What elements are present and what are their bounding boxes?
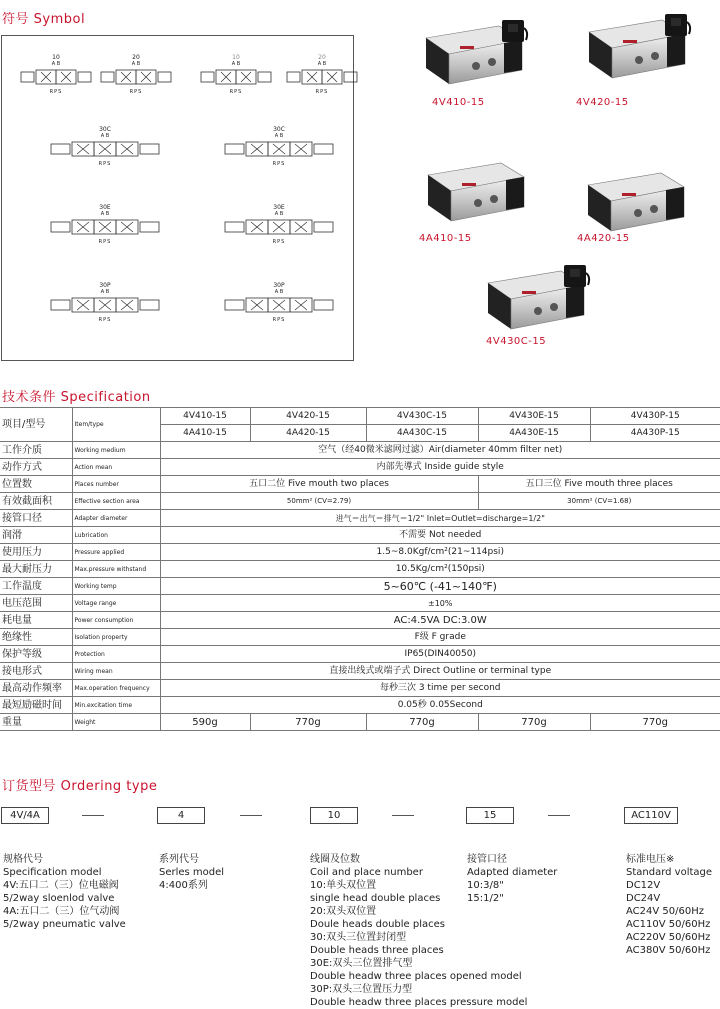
symbol-ports-bottom: RPS (229, 89, 243, 95)
spec-section-title: 技术条件 Specification (2, 390, 151, 405)
valve-symbol-30P (50, 282, 160, 326)
spec-row-weight (0, 714, 720, 731)
product-caption: 4V420-15 (576, 97, 629, 108)
symbol-ports-top: A B (100, 133, 110, 139)
code-separator (240, 815, 262, 816)
spec-label-en: Working temp (72, 578, 160, 595)
spec-row-pressure (0, 544, 720, 561)
model-cell: 4V430P-15 (590, 408, 720, 425)
ordering-line: Coil and place number (310, 867, 423, 878)
symbol-ports-bottom: RPS (272, 161, 286, 167)
spec-row-frequency (0, 680, 720, 697)
spec-row-lubrication (0, 527, 720, 544)
spec-value: 直接出线式或端子式 Direct Outline or terminal type (160, 663, 720, 680)
symbol-ports-bottom: RPS (315, 89, 329, 95)
weight-value: 770g (250, 714, 366, 731)
valve-symbol-graphic (224, 218, 334, 238)
weight-value: 770g (366, 714, 478, 731)
spec-row-max-pressure (0, 561, 720, 578)
code-box-series-type: 4V/4A (1, 807, 49, 824)
symbol-label: 10 (232, 54, 240, 61)
ordering-line: Standard voltage (626, 867, 713, 878)
spec-row-protection (0, 646, 720, 663)
spec-value: ±10% (160, 595, 720, 612)
spec-label-cn: 动作方式 (0, 459, 72, 476)
symbol-ports-bottom: RPS (98, 239, 112, 245)
spec-label-cn: 有效截面积 (0, 493, 72, 510)
spec-label-cn: 最短励磁时间 (0, 697, 72, 714)
valve-symbol-graphic (20, 68, 92, 88)
symbol-label: 20 (318, 54, 326, 61)
symbol-ports-bottom: RPS (49, 89, 63, 95)
spec-value: IP65(DIN40050) (160, 646, 720, 663)
ordering-line: 标准电压※ (626, 854, 675, 865)
code-box-voltage: AC110V (624, 807, 678, 824)
ordering-line: Double headw three places pressure model (310, 997, 528, 1008)
weight-value: 770g (478, 714, 590, 731)
spec-row-excitation (0, 697, 720, 714)
code-separator (82, 815, 104, 816)
valve-symbol-30P-pilot (224, 282, 334, 326)
ordering-line: 5/2way pneumatic valve (3, 919, 126, 930)
ordering-line: 15:1/2" (467, 893, 504, 904)
valve-symbol-graphic (50, 218, 160, 238)
ordering-col-voltage (626, 853, 712, 957)
product-photo-4V430C (466, 263, 591, 339)
symbol-ports-top: A B (231, 61, 241, 67)
spec-label-cn: 使用压力 (0, 544, 72, 561)
ordering-line: Serles model (159, 867, 225, 878)
code-separator (392, 815, 414, 816)
spec-value: 5~60℃ (-41~140℉) (160, 578, 720, 595)
ordering-line: Double headw three places opened model (310, 971, 522, 982)
weight-value: 770g (590, 714, 720, 731)
ordering-section-title: 订货型号 Ordering type (2, 779, 158, 794)
symbol-label: 30C (99, 126, 111, 133)
symbol-ports-top: A B (100, 211, 110, 217)
symbol-ports-bottom: RPS (272, 317, 286, 323)
product-caption: 4A420-15 (577, 233, 630, 244)
spec-value: 进气＝出气＝排气＝1/2" Inlet=Outlet=discharge=1/2" (160, 510, 720, 527)
symbol-ports-top: A B (317, 61, 327, 67)
spec-label-en: Isolation property (72, 629, 160, 646)
spec-label-cn: 保护等级 (0, 646, 72, 663)
ordering-line: AC24V 50/60Hz (626, 906, 704, 917)
valve-symbol-graphic (286, 68, 358, 88)
product-photo-4V410 (404, 18, 529, 94)
spec-label-en: Effective section area (72, 493, 160, 510)
valve-symbol-30E-pilot (224, 204, 334, 248)
spec-label-cn: 最大耐压力 (0, 561, 72, 578)
valve-symbol-10-pilot (200, 54, 272, 98)
ordering-line: DC12V (626, 880, 661, 891)
spec-value: F级 F grade (160, 629, 720, 646)
valve-symbol-graphic (200, 68, 272, 88)
ordering-line: Adapted diameter (467, 867, 558, 878)
product-caption: 4V410-15 (432, 97, 485, 108)
ordering-line: 5/2way sloenlod valve (3, 893, 115, 904)
spec-label-en: Places number (72, 476, 160, 493)
spec-label-en: Action mean (72, 459, 160, 476)
symbol-ports-bottom: RPS (98, 317, 112, 323)
ordering-line: 30:双头三位置封闭型 (310, 932, 407, 943)
spec-label-en: Adapter diameter (72, 510, 160, 527)
ordering-line: 系列代号 (159, 854, 199, 865)
symbol-diagram-box (1, 35, 354, 361)
spec-label-cn: 最高动作频率 (0, 680, 72, 697)
ordering-col-adapter (467, 853, 557, 905)
product-photo-4A410 (406, 155, 531, 231)
symbol-label: 30C (273, 126, 285, 133)
symbol-section-title: 符号 Symbol (2, 12, 86, 27)
symbol-label: 30P (99, 282, 111, 289)
spec-label-en: Power consumption (72, 612, 160, 629)
valve-symbol-30C-pilot (224, 126, 334, 170)
ordering-line: 4A:五口二（三）位气动阀 (3, 906, 120, 917)
symbol-ports-top: A B (274, 211, 284, 217)
spec-label-en: Working medium (72, 442, 160, 459)
spec-label-cn: 润滑 (0, 527, 72, 544)
spec-row-voltage (0, 595, 720, 612)
spec-value: 1.5~8.0Kgf/cm²(21~114psi) (160, 544, 720, 561)
product-photo-4A420 (566, 165, 691, 241)
spec-label-en: Voltage range (72, 595, 160, 612)
ordering-line: 4V:五口二（三）位电磁阀 (3, 880, 119, 891)
spec-label-en: Protection (72, 646, 160, 663)
ordering-line: 30E:双头三位置排气型 (310, 958, 413, 969)
spec-label-en: Max.operation frequency (72, 680, 160, 697)
model-cell: 4A430P-15 (590, 425, 720, 442)
valve-symbol-20 (100, 54, 172, 98)
ordering-line: 线圈及位数 (310, 854, 360, 865)
spec-row-wiring (0, 663, 720, 680)
spec-label-en: Max.pressure withstand (72, 561, 160, 578)
spec-label-en: Pressure applied (72, 544, 160, 561)
item-type-cn: 项目/型号 (0, 408, 72, 442)
spec-value: AC:4.5VA DC:3.0W (160, 612, 720, 629)
ordering-line: AC220V 50/60Hz (626, 932, 711, 943)
valve-symbol-graphic (224, 140, 334, 160)
weight-value: 590g (160, 714, 250, 731)
spec-value: 空气（经40微米滤网过滤）Air(diameter 40mm filter net) (160, 442, 720, 459)
ordering-line: Double heads three places (310, 945, 444, 956)
ordering-line: AC380V 50/60Hz (626, 945, 711, 956)
product-photo-4V420 (567, 12, 692, 88)
ordering-line: Doule heads double places (310, 919, 445, 930)
model-cell: 4A430C-15 (366, 425, 478, 442)
product-caption: 4A410-15 (419, 233, 472, 244)
spec-row-insulation (0, 629, 720, 646)
ordering-col-series (159, 853, 224, 892)
spec-label-en: Weight (72, 714, 160, 731)
spec-value: 30mm² (CV=1.68) (478, 493, 720, 510)
spec-row-area (0, 493, 720, 510)
code-box-coil: 10 (310, 807, 358, 824)
ordering-line: 规格代号 (3, 854, 43, 865)
symbol-ports-top: A B (274, 289, 284, 295)
spec-label-cn: 接电形式 (0, 663, 72, 680)
ordering-col-spec (3, 853, 126, 931)
spec-label-cn: 工作介质 (0, 442, 72, 459)
spec-label-cn: 接管口径 (0, 510, 72, 527)
model-cell: 4A420-15 (250, 425, 366, 442)
spec-row-positions (0, 476, 720, 493)
model-cell: 4A410-15 (160, 425, 250, 442)
spec-row-action (0, 459, 720, 476)
model-cell: 4A430E-15 (478, 425, 590, 442)
ordering-line: DC24V (626, 893, 661, 904)
valve-symbol-20-pilot (286, 54, 358, 98)
ordering-line: 10:3/8" (467, 880, 504, 891)
spec-label-en: Min.excitation time (72, 697, 160, 714)
spec-value: 每秒三次 3 time per second (160, 680, 720, 697)
valve-symbol-10 (20, 54, 92, 98)
model-cell: 4V430C-15 (366, 408, 478, 425)
ordering-line: 20:双头双位置 (310, 906, 377, 917)
symbol-label: 30E (273, 204, 285, 211)
product-caption: 4V430C-15 (486, 336, 547, 347)
code-box-adapter: 15 (466, 807, 514, 824)
spec-value: 五口二位 Five mouth two places (160, 476, 478, 493)
spec-label-cn: 位置数 (0, 476, 72, 493)
spec-label-cn: 重量 (0, 714, 72, 731)
symbol-label: 30P (273, 282, 285, 289)
ordering-line: single head double places (310, 893, 441, 904)
spec-value: 内部先導式 Inside guide style (160, 459, 720, 476)
spec-value: 10.5Kg/cm²(150psi) (160, 561, 720, 578)
ordering-line: AC110V 50/60Hz (626, 919, 711, 930)
symbol-label: 30E (99, 204, 111, 211)
spec-label-cn: 工作温度 (0, 578, 72, 595)
symbol-ports-bottom: RPS (98, 161, 112, 167)
spec-label-en: Wiring mean (72, 663, 160, 680)
ordering-line: Specification model (3, 867, 102, 878)
spec-row-temp (0, 578, 720, 595)
symbol-ports-top: A B (131, 61, 141, 67)
specification-table (0, 407, 720, 731)
valve-symbol-graphic (224, 296, 334, 316)
spec-value: 0.05秒 0.05Second (160, 697, 720, 714)
model-row-v (0, 408, 720, 425)
code-box-series: 4 (157, 807, 205, 824)
ordering-line: 10:单头双位置 (310, 880, 377, 891)
symbol-ports-bottom: RPS (272, 239, 286, 245)
spec-value: 五口三位 Five mouth three places (478, 476, 720, 493)
spec-label-cn: 耗电量 (0, 612, 72, 629)
symbol-ports-top: A B (100, 289, 110, 295)
valve-symbol-graphic (50, 296, 160, 316)
valve-symbol-30C (50, 126, 160, 170)
spec-label-cn: 电压范围 (0, 595, 72, 612)
symbol-ports-bottom: RPS (129, 89, 143, 95)
spec-row-power (0, 612, 720, 629)
spec-value: 50mm² (CV=2.79) (160, 493, 478, 510)
symbol-label: 20 (132, 54, 140, 61)
spec-row-medium (0, 442, 720, 459)
model-cell: 4V410-15 (160, 408, 250, 425)
symbol-ports-top: A B (51, 61, 61, 67)
symbol-ports-top: A B (274, 133, 284, 139)
model-cell: 4V430E-15 (478, 408, 590, 425)
ordering-line: 接管口径 (467, 854, 507, 865)
symbol-label: 10 (52, 54, 60, 61)
spec-label-cn: 绝缘性 (0, 629, 72, 646)
valve-symbol-graphic (50, 140, 160, 160)
ordering-line: 30P:双头三位置压力型 (310, 984, 413, 995)
spec-row-adapter (0, 510, 720, 527)
valve-symbol-graphic (100, 68, 172, 88)
model-cell: 4V420-15 (250, 408, 366, 425)
spec-value: 不需要 Not needed (160, 527, 720, 544)
item-type-en: Item/type (72, 408, 160, 442)
spec-label-en: Lubrication (72, 527, 160, 544)
ordering-line: 4:400系列 (159, 880, 208, 891)
code-separator (548, 815, 570, 816)
valve-symbol-30E (50, 204, 160, 248)
